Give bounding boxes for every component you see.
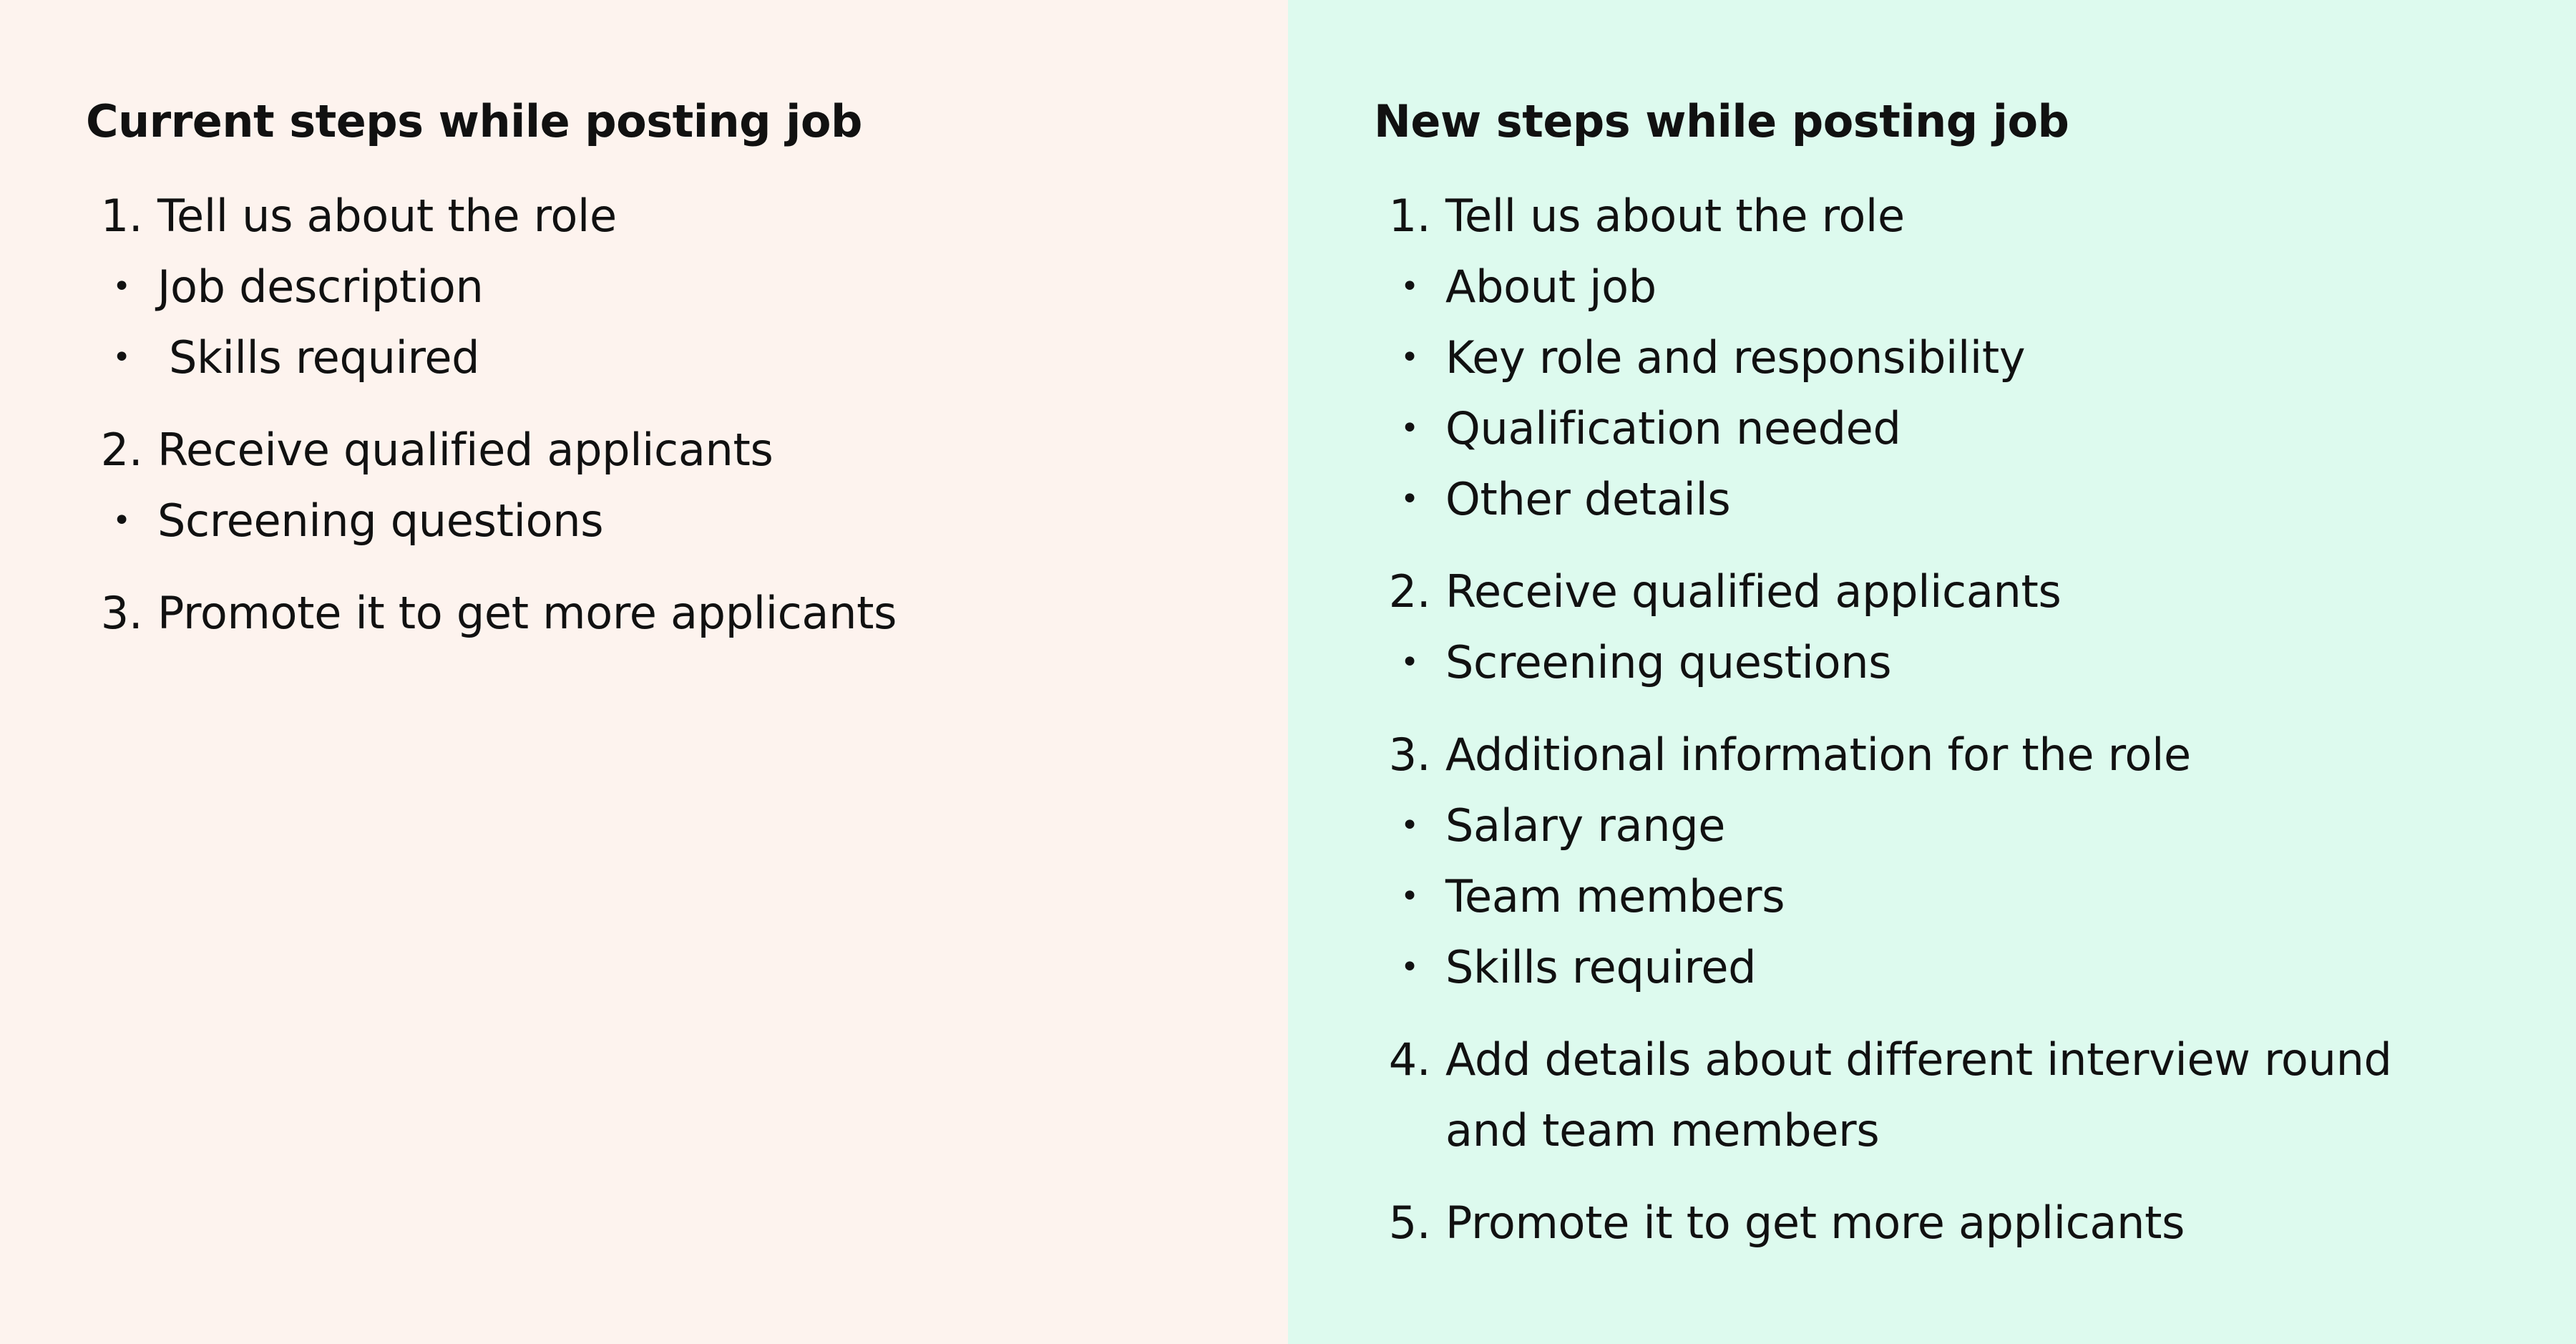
bullet-label: Skills required xyxy=(169,331,480,384)
step-row xyxy=(1374,1024,2519,1095)
bullet-item xyxy=(1374,932,2519,1003)
step-label: Receive qualified applicants xyxy=(1445,565,2062,618)
step-number: 2. xyxy=(100,424,143,476)
current-step-3 xyxy=(86,578,1231,648)
bullet-label: Team members xyxy=(1445,870,1785,922)
bullet-icon: • xyxy=(1400,949,1419,985)
bullet-icon: • xyxy=(1400,481,1419,517)
new-steps-title: New steps while posting job xyxy=(1374,95,2069,147)
step-row xyxy=(1374,719,2519,790)
bullet-item xyxy=(86,485,1231,556)
step-number-spacer xyxy=(1374,1095,1445,1166)
step-label: Receive qualified applicants xyxy=(157,424,774,476)
step-row xyxy=(1374,1187,2519,1258)
new-step-5 xyxy=(1374,1187,2519,1258)
step-row xyxy=(1374,556,2519,627)
new-step-2 xyxy=(1374,556,2519,698)
bullet-icon: • xyxy=(1400,644,1419,681)
bullet-item xyxy=(1374,627,2519,698)
bullet-label: About job xyxy=(1445,260,1657,313)
bullet-item xyxy=(86,322,1231,393)
bullet-item xyxy=(1374,251,2519,322)
current-steps-content xyxy=(86,92,1231,670)
bullet-icon: • xyxy=(1400,878,1419,915)
bullet-label: Other details xyxy=(1445,473,1731,525)
new-step-4 xyxy=(1374,1024,2519,1166)
step-label: Promote it to get more applicants xyxy=(157,587,897,639)
new-step-3 xyxy=(1374,719,2519,1003)
step-row xyxy=(86,578,1231,648)
bullet-item xyxy=(1374,464,2519,535)
bullet-icon: • xyxy=(112,339,131,376)
step-label-continuation xyxy=(1374,1095,2519,1166)
step-number: 3. xyxy=(1388,729,1431,781)
step-number: 2. xyxy=(1388,565,1431,618)
bullet-label: Job description xyxy=(157,260,484,313)
bullet-label: Salary range xyxy=(1445,799,1726,852)
step-row xyxy=(86,180,1231,251)
step-label: Tell us about the role xyxy=(1445,190,1905,242)
step-number: 5. xyxy=(1388,1197,1431,1249)
bullet-icon: • xyxy=(1400,807,1419,844)
step-label: Promote it to get more applicants xyxy=(1445,1197,2185,1249)
step-row xyxy=(1374,180,2519,251)
bullet-item xyxy=(1374,790,2519,861)
bullet-icon: • xyxy=(112,502,131,539)
current-step-1 xyxy=(86,180,1231,393)
bullet-label: Skills required xyxy=(1445,941,1757,993)
bullet-item xyxy=(1374,322,2519,393)
step-label: Additional information for the role xyxy=(1445,729,2191,781)
bullet-label: Key role and responsibility xyxy=(1445,331,2026,384)
bullet-icon: • xyxy=(1400,268,1419,305)
step-label: Add details about different interview round xyxy=(1445,1033,2392,1086)
step-number: 1. xyxy=(100,190,143,242)
current-steps-title: Current steps while posting job xyxy=(86,95,862,147)
bullet-label: Screening questions xyxy=(1445,636,1892,688)
bullet-item xyxy=(1374,393,2519,464)
step-label: Tell us about the role xyxy=(157,190,617,242)
bullet-item xyxy=(1374,861,2519,932)
step-label-line2: and team members xyxy=(1445,1104,1880,1156)
bullet-label: Screening questions xyxy=(157,495,604,547)
step-number: 1. xyxy=(1388,190,1431,242)
new-steps-content xyxy=(1374,92,2519,1280)
bullet-icon: • xyxy=(1400,339,1419,376)
bullet-label: Qualification needed xyxy=(1445,402,1901,454)
step-number: 4. xyxy=(1388,1033,1431,1086)
current-step-2 xyxy=(86,414,1231,556)
bullet-icon: • xyxy=(112,268,131,305)
bullet-item xyxy=(86,251,1231,322)
step-number: 3. xyxy=(100,587,143,639)
new-steps-panel xyxy=(1288,0,2576,1344)
bullet-icon: • xyxy=(1400,410,1419,447)
new-step-1 xyxy=(1374,180,2519,535)
step-row xyxy=(86,414,1231,485)
